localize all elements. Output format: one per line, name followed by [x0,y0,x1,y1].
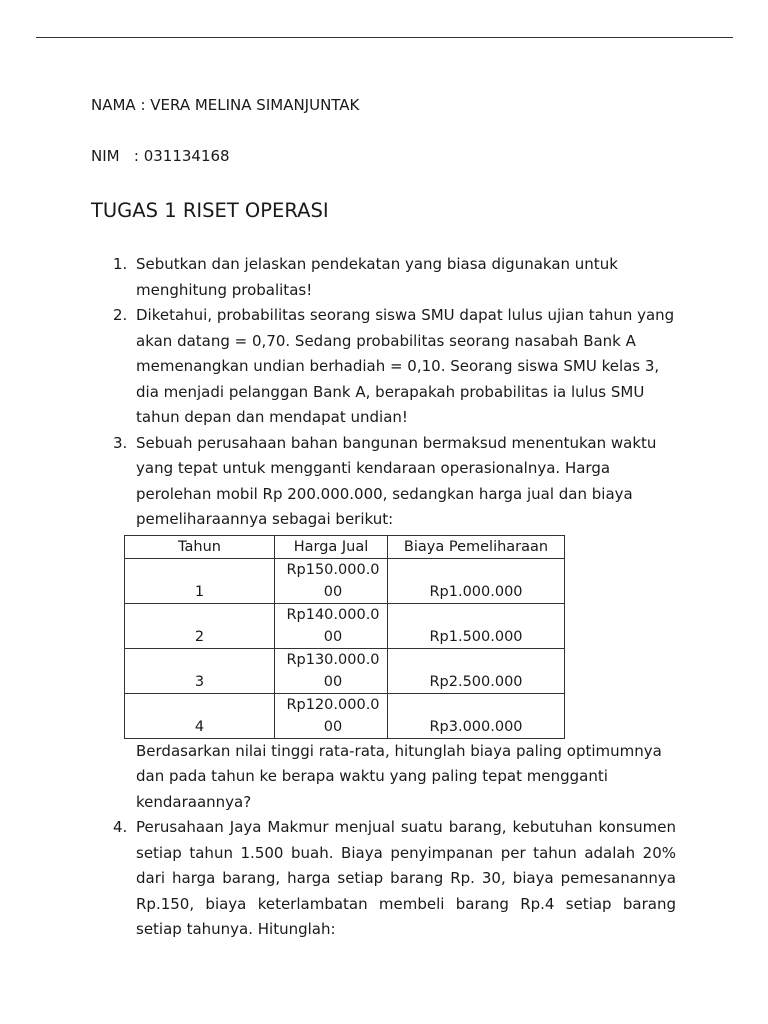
cell-tahun: 4 [125,693,275,738]
question-number: 3. [113,433,128,452]
table-row [125,603,565,648]
student-nim: NIM : 031134168 [91,147,230,165]
question-3 [0,431,768,816]
question-text: Sebuah perusahaan bahan bangunan bermaksud menentukan waktu yang tepat untuk mengganti kendaraan operasionalnya. Harga perolehan mobil Rp 200.000.000, sedangkan harga jual dan biaya pemeliharaannya sebagai berikut: [136,433,657,528]
question-text: Sebutkan dan jelaskan pendekatan yang biasa digunakan untuk menghitung probalitas! [136,255,618,299]
cell-biaya-pemeliharaan: Rp1.500.000 [388,603,565,648]
cell-harga-jual: Rp120.000.000 [275,693,388,738]
cell-tahun: 3 [125,648,275,693]
question-text: Diketahui, probabilitas seorang siswa SMU dapat lulus ujian tahun yang akan datang = 0,70. Sedang probabilitas seorang nasabah Bank A memenangkan undian berhadiah = 0,10. Seorang siswa SMU kelas 3, dia menjadi pelanggan Bank A, berapakah probabilitas ia lulus SMU tahun depan dan mendapat undian! [136,306,675,426]
cell-biaya-pemeliharaan: Rp2.500.000 [388,648,565,693]
table-row [125,558,565,603]
table-row [125,693,565,738]
question-2 [0,303,768,431]
question-1 [0,252,768,303]
assignment-title: TUGAS 1 RISET OPERASI [91,199,329,222]
cell-biaya-pemeliharaan: Rp1.000.000 [388,558,565,603]
question-number: 2. [113,306,128,324]
column-header-tahun: Tahun [125,535,275,558]
cell-harga-jual: Rp130.000.000 [275,648,388,693]
question-number: 4. [113,818,128,836]
question-list [0,252,768,943]
column-header-biaya-pemeliharaan: Biaya Pemeliharaan [388,535,565,558]
cell-tahun: 2 [125,603,275,648]
question-4 [0,815,768,943]
top-horizontal-rule [36,37,733,38]
question-number: 1. [113,255,128,273]
cell-harga-jual: Rp150.000.000 [275,558,388,603]
cell-biaya-pemeliharaan: Rp3.000.000 [388,693,565,738]
question-text: Perusahaan Jaya Makmur menjual suatu barang, kebutuhan konsumen setiap tahun 1.500 buah. Biaya penyimpanan per tahun adalah 20% dari harga barang, harga setiap barang Rp. 30, biaya pemesanannya Rp.150, biaya keterlambatan membeli barang Rp.4 setiap barang setiap tahunya. Hitunglah: [136,818,676,938]
vehicle-cost-table [124,535,565,739]
cell-harga-jual: Rp140.000.000 [275,603,388,648]
table-row [125,648,565,693]
cell-tahun: 1 [125,558,275,603]
question-followup-text: Berdasarkan nilai tinggi rata-rata, hitunglah biaya paling optimumnya dan pada tahun ke berapa waktu yang paling tepat mengganti kendaraannya? [136,741,662,811]
column-header-harga-jual: Harga Jual [275,535,388,558]
student-name: NAMA : VERA MELINA SIMANJUNTAK [91,96,360,114]
table-header-row [125,535,565,558]
